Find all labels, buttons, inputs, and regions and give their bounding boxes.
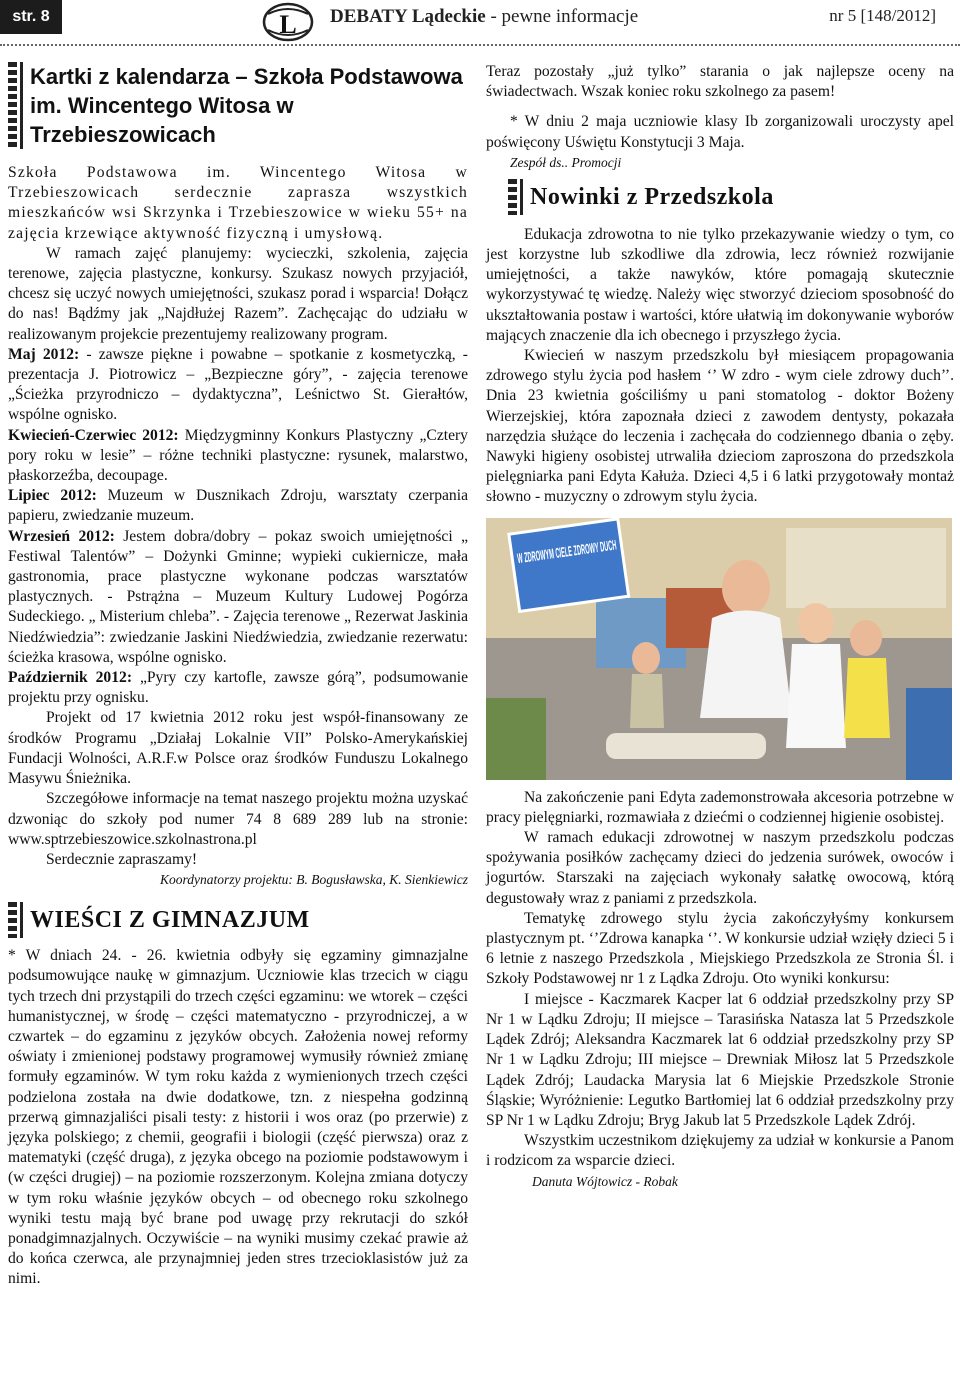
publication-tagline: - pewne informacje xyxy=(485,6,639,27)
apr-jun-label: Kwiecień-Czerwiec 2012: xyxy=(8,426,179,444)
left-column xyxy=(8,62,468,1290)
program-may xyxy=(8,345,468,426)
promotion-signature: Zespół ds.. Promocji xyxy=(510,154,622,170)
heading-marker-line xyxy=(20,62,23,149)
preschool-p2: Kwiecień w naszym przedszkolu był miesiącem propagowania zdrowego stylu życia pod hasłem ‘’ W zdro - wym ciele zdrowy duch’’. Dnia 23 kwietnia gościliśmy u pani stomatolog - doktor Bożeny Wierzejskiej, która zapoznała dzieci z zawodem dentysty, pokazała narzędzia służące do leczenia i zachęcała do codziennego dbania o zęby. Nawyki higieny osobistej utrwaliła dzieciom zaproszona do przedszkola pielęgniarka pani Edyta Kałuża. Dzieci 4,5 i 6 latki przygotowały montaż słowno - muzyczny o zdrowym stylu życia. xyxy=(486,347,954,506)
preschool-heading xyxy=(486,179,954,215)
jul-label: Lipiec 2012: xyxy=(8,487,97,505)
program-sep xyxy=(8,527,468,668)
publication-logo-icon xyxy=(262,2,314,42)
school-title-line1: Kartki z kalendarza – Szkoła Podstawowa xyxy=(30,64,463,89)
preschool-p7: Wszystkim uczestnikom dziękujemy za udział w konkursie a Panom i rodzicom za wsparcie dzieci. xyxy=(486,1132,954,1170)
gimnazjum-title: WIEŚCI Z GIMNAZJUM xyxy=(30,907,310,934)
program-jul xyxy=(8,486,468,526)
may-label: Maj 2012: xyxy=(8,345,80,363)
school-plan: W ramach zajęć planujemy: wycieczki, szkolenia, zajęcia terenowe, zajęcia plastyczne, konkursy. Szukasz nowych przyjaciół, chcesz się uczyć nowych umiejętności, szukasz porad i wsparcia! Dołącz do nas! Bądźmy jak „Najdłużej Razem”. Zachęcając do udziału w realizowanym projekcie prezentujemy realizowany program. xyxy=(8,244,468,343)
school-title-line2: im. Wincentego Witosa w Trzebieszowicach xyxy=(30,93,294,147)
heading-marker xyxy=(8,902,17,938)
preschool-signature: Danuta Wójtowicz - Robak xyxy=(532,1173,678,1189)
school-signature: Koordynatorzy projektu: B. Bogusławska, K. Sienkiewicz xyxy=(160,872,468,888)
heading-marker xyxy=(8,62,17,149)
school-intro: Szkoła Podstawowa im. Wincentego Witosa w Trzebieszowicach serdecznie zaprasza wszystkich mieszkańców wsi Skrzynka i Trzebieszowice w wieku 55+ na zajęcia krzewiące aktywność fizyczną i umysłową. xyxy=(8,164,468,242)
preschool-p6: I miejsce - Kaczmarek Kacper lat 6 oddział przedszkolny przy SP Nr 1 w Lądku Zdroju; II miejsce – Tarasińska Natasza lat 5 Przedszkole Lądek Zdrój; Aleksandra Kaczmarek lat 6 oddział przedszkolny przy SP Nr 1 w Lądku Zdroju; III miejsce – Drewniak Miłosz lat 5 Przedszkole Lądek Zdrój; Laudacka Marysia lat 6 Miejskie Przedszkole Stronie Śląskie; Wyróżnienie: Legutko Bartłomiej lat 6 oddział przedszkolny przy SP Nr 1 w Lądku Zdroju; Bryg Jakub lat 5 Przedszkole Lądek Zdrój. xyxy=(486,990,954,1129)
page-number: str. 8 xyxy=(0,0,62,34)
issue-number: nr 5 [148/2012] xyxy=(829,6,936,25)
program-apr-jun xyxy=(8,426,468,487)
preschool-photo xyxy=(486,518,952,780)
class-ib-note: * W dniu 2 maja uczniowie klasy Ib zorganizowali uroczysty apel poświęcony Uświętu Konstytucji 3 Maja. xyxy=(486,113,954,151)
preschool-photo-image xyxy=(486,518,952,780)
project-contact: Szczegółowe informacje na temat naszego projektu można uzyskać dzwoniąc do szkoły pod numer 74 8 689 289 lub na stronie: www.sptrzebieszowice.szkolnastrona.pl xyxy=(8,790,468,848)
oct-text: „Pyry czy kartofle, zawsze górą”, podsumowanie projektu przy ognisku. xyxy=(8,669,468,707)
publication-name: DEBATY Lądeckie xyxy=(330,6,486,27)
preschool-p5: Tematykę zdrowego stylu życia zakończyłyśmy konkursem plastycznym pt. ‘’Zdrowa kanapka ‘’. W konkursie udział wzięły dzieci 5 i 6 letnie z naszego Przedszkola , Miejskiego Przedszkola ze Stronia Śl. i Szkoły Podstawowej nr 1 z Lądka Zdroju. Oto wyniki konkursu: xyxy=(486,909,954,988)
jul-text: Muzeum w Dusznikach Zdroju, warsztaty czerpania papieru, zwiedzanie muzeum. xyxy=(8,487,468,525)
project-funding: Projekt od 17 kwietnia 2012 roku jest współ-finansowany ze środków Programu „Działaj Lokalnie VII” Polsko-Amerykańskiej Fundacji Wolności, A.R.F.w Polsce oraz środków Funduszu Lokalnego Masywu Śnieżnika. xyxy=(8,709,468,788)
publication-title xyxy=(330,6,638,28)
preschool-title: Nowinki z Przedszkola xyxy=(530,183,774,210)
oct-label: Październik 2012: xyxy=(8,669,133,687)
heading-marker-line xyxy=(20,902,23,938)
may-text: - zawsze piękne i powabne – spotkanie z kosmetyczką, - prezentacja J. Piotrowicz – „Bezpieczne góry”, - zajęcia terenowe „Ścieżka przyrodniczo – dydaktyczna”, Leśnictwo St. Gierałtów, wspólne ognisko. xyxy=(8,345,468,424)
preschool-p1: Edukacja zdrowotna to nie tylko przekazywanie wiedzy o tym, co jest korzystne lub szkodliwe dla zdrowia, lecz również rozwijanie umiejętności, a także nawyków, które pomagają skutecznie wykorzystywać tę wiedzę. Należy więc stworzyć dzieciom sposobność do ukształtowania postaw i wartości, które ułatwią im dokonywanie wyborów mających znaczenie dla ich obecnego i przyszłego życia. xyxy=(486,225,954,344)
school-article-heading xyxy=(8,62,468,149)
program-oct xyxy=(8,668,468,708)
sep-text: Jestem dobra/dobry – pokaz swoich umiejętności „ Festiwal Talentów” – Dożynki Gminne; wypieki cukiernicze, mała gastronomia, prace plastyczne wykonane podczas warsztatów plastycznych. - Pstrążna – Muzeum Kultury Ludowej Pogórza Sudeckiego. „ Misterium chleba”. - Zajęcia terenowe „ Rezerwat Jaskinia Niedźwiedzia”: zwiedzanie Jaskini Niedźwiedzia, zwiedzanie rezerwatu: ścieżka krasowa, wspólne ognisko. xyxy=(8,527,468,666)
heading-marker-line xyxy=(520,179,523,215)
invitation: Serdecznie zapraszamy! xyxy=(46,850,198,868)
gimnazjum-text: * W dniach 24. - 26. kwietnia odbyły się egzaminy gimnazjalne podsumowujące naukę w gimnazjum. Uczniowie klas trzecich w ciągu tych trzech dni przystąpili do trzech części egzaminu: we wtorek – części humanistycznej, w środę – części matematyczno - przyrodniczej, a w czwartek – do egzaminu z języków obcych. Założenia nowej reformy oświaty i zmienionej podstawy programowej wymusiły również zmianę formuły egzaminów. W tym roku każda z wymienionych trzech części podzielona została na dwie dodatkowe, tzn. z niespełna godzinną przerwą gimnazjaliści pisali testy: z historii i wos oraz (po przerwie) z języka polskiego; z chemii, geografii i biologii (część pierwsza) oraz z matematyki (część druga), z języka obcego na poziomie podstawowym i (w części drugiej) – na poziomie rozszerzonym. Kolejna zmiana dotyczy w tym roku właśnie języków obcych – od obecnego roku szkolnego wyniki testu mają być brane pod uwagę przy rekrutacji do szkół ponadgimnazjalnych. Oczywiście – na wyniki musimy czekać prawie aż do końca czerwca, ale przynajmniej jeden stres trzecioklasistów już za nimi. xyxy=(8,947,468,1288)
header-divider xyxy=(0,44,960,46)
sep-label: Wrzesień 2012: xyxy=(8,527,115,545)
heading-marker xyxy=(508,179,517,215)
right-column xyxy=(486,62,954,1190)
gimnazjum-heading xyxy=(8,902,468,938)
apr-jun-text: Międzygminny Konkurs Plastyczny „Cztery pory roku w lesie” – różne techniki plastyczne: rysunek, malarstwo, płaskorzeźba, decoupage. xyxy=(8,426,468,485)
preschool-heading-box xyxy=(508,179,954,215)
preschool-p3: Na zakończenie pani Edyta zademonstrowała akcesoria potrzebne w pracy pielęgniarki, rozmawiała z dziećmi o codziennej higienie osobistej. xyxy=(486,788,954,826)
preschool-p4: W ramach edukacji zdrowotnej w naszym przedszkolu podczas spożywania posiłków zachęcamy dzieci do jedzenia surówek, owoców i jogurtów. Starszaki na zajęciach wykonały sałatkę owocową, którą degustowały wraz z paniami z przedszkola. xyxy=(486,829,954,907)
gimnazjum-continuation: Teraz pozostały „już tylko” starania o jak najlepsze oceny na świadectwach. Wszak koniec roku szkolnego za pasem! xyxy=(486,63,954,101)
svg-text:L: L xyxy=(279,10,297,39)
page-header xyxy=(0,0,960,44)
